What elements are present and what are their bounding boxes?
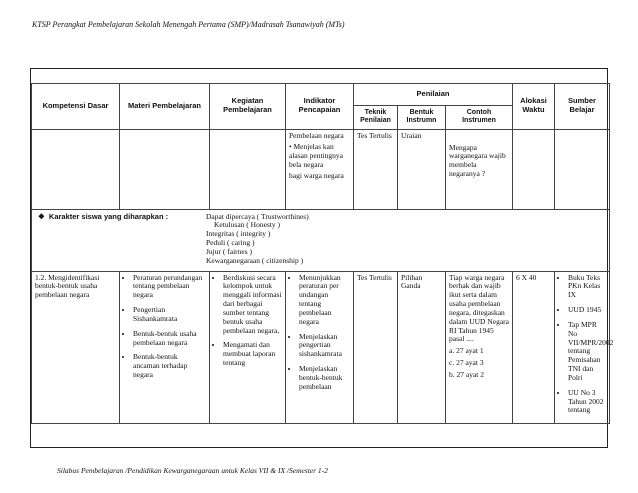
syllabus-table <box>31 69 614 424</box>
col-sumber: Sumber Belajar <box>555 83 610 129</box>
contoh-option: b. 27 ayat 2 <box>449 369 484 379</box>
kd-cell: 1.2. Mengidentifikasi bentuk-bentuk usaha pembelaan negara <box>32 271 120 424</box>
contoh-cell <box>446 271 513 424</box>
indikator-text: • Menjelas kan alasan pentingnya bela negara <box>289 142 343 170</box>
contoh-cell: Mengapa warganegara wajib membela negaranya ? <box>446 129 513 209</box>
karakter-label: ❖ Karakter siswa yang diharapkan : <box>38 211 169 221</box>
indikator-cell <box>286 271 354 424</box>
indikator-text: Pembelaan negara <box>289 130 344 140</box>
teknik-cell: Tes Tertulis <box>354 271 398 424</box>
list-item: • Mengamati dan membuat laporan tentang <box>223 341 282 368</box>
table-row <box>32 129 610 209</box>
list-item: • Bentuk-bentuk ancaman terhadap negara <box>133 353 206 380</box>
list-item: • Berdiskusi secara kelompok untuk menggali informasi dari berbagai sumber tentang bentuk usaha pembelaan negara, <box>223 274 282 336</box>
karakter-item: Jujur ( fairnes ) <box>206 246 253 256</box>
table-row <box>32 271 610 424</box>
bentuk-cell: Pilihan Ganda <box>398 271 446 424</box>
karakter-row <box>32 209 610 271</box>
bentuk-cell: Uraian <box>398 129 446 209</box>
contoh-option: a. 27 ayat 1 <box>449 346 484 356</box>
list-item: • Menunjukkan peraturan per undangan tentang pembelaan negara <box>299 274 350 327</box>
list-item: • Menjelaskan pengertian sishankamrata <box>299 333 350 360</box>
karakter-item: Peduli ( caring ) <box>206 238 255 248</box>
list-item: • Pengertian Sishankamrata <box>133 306 206 324</box>
alokasi-cell: 6 X 40 <box>513 271 555 424</box>
karakter-item: Ketulusan ( Honesty ) <box>214 220 281 230</box>
col-materi: Materi Pembelajaran <box>120 83 210 129</box>
contoh-option: c. 27 ayat 3 <box>449 358 484 368</box>
col-contoh: Contoh Instrumen <box>446 105 513 129</box>
list-item: • UU No 3 Tahun 2002 tentang <box>568 389 606 416</box>
karakter-item: Kewarganegaraan ( citizenship ) <box>206 255 304 265</box>
indikator-cell <box>286 129 354 209</box>
col-bentuk: Bentuk Instrumn <box>398 105 446 129</box>
contoh-text: Tiap warga negara berhak dan wajib ikut serta dalam usaha pembelaan negara, ditegaskan dalam UUD Negara RI Tahun 1945 pasal .... <box>449 272 509 344</box>
karakter-list <box>206 213 309 266</box>
karakter-item: Dapat dipercaya ( Trustworthines) <box>206 211 309 221</box>
indikator-text: bagi warga negara <box>289 170 344 180</box>
col-indikator: Indikator Pencapaian <box>286 83 354 129</box>
document-footer: Silabus Pembelajaran /Pendidikan Kewarganegaraan untuk Kelas VII & IX /Semester 1-2 <box>57 466 328 475</box>
col-teknik: Teknik Penilaian <box>354 105 398 129</box>
list-item: • Buku Teks PKn Kelas IX <box>568 274 606 301</box>
teknik-cell: Tes Tertulis <box>354 129 398 209</box>
list-item: • Peraturan perundangan tentang pembelaan negara <box>133 274 206 301</box>
list-item: • UUD 1945 <box>568 306 606 315</box>
karakter-item: Integritas ( integrity ) <box>206 229 271 239</box>
materi-cell <box>120 271 210 424</box>
kegiatan-cell <box>210 271 286 424</box>
col-penilaian: Penilaian <box>354 83 513 105</box>
list-item: • Tap MPR No VII/MPR/2002 tentang Pemisahan TNI dan Polri <box>568 321 606 383</box>
col-alokasi: Alokasi Waktu <box>513 83 555 129</box>
sumber-cell <box>555 271 614 424</box>
list-item: • Menjelaskan bentuk-bentuk pembelaan <box>299 365 350 392</box>
col-kegiatan: Kegiatan Pembelajaran <box>210 83 286 129</box>
list-item: • Bentuk-bentuk usaha pembelaan negara <box>133 330 206 348</box>
document-header: KTSP Perangkat Pembelajaran Sekolah Menengah Pertama (SMP)/Madrasah Tsanawiyah (MTs) <box>32 20 345 29</box>
col-kompetensi-dasar: Kompetensi Dasar <box>32 83 120 129</box>
syllabus-table-frame <box>30 68 614 448</box>
